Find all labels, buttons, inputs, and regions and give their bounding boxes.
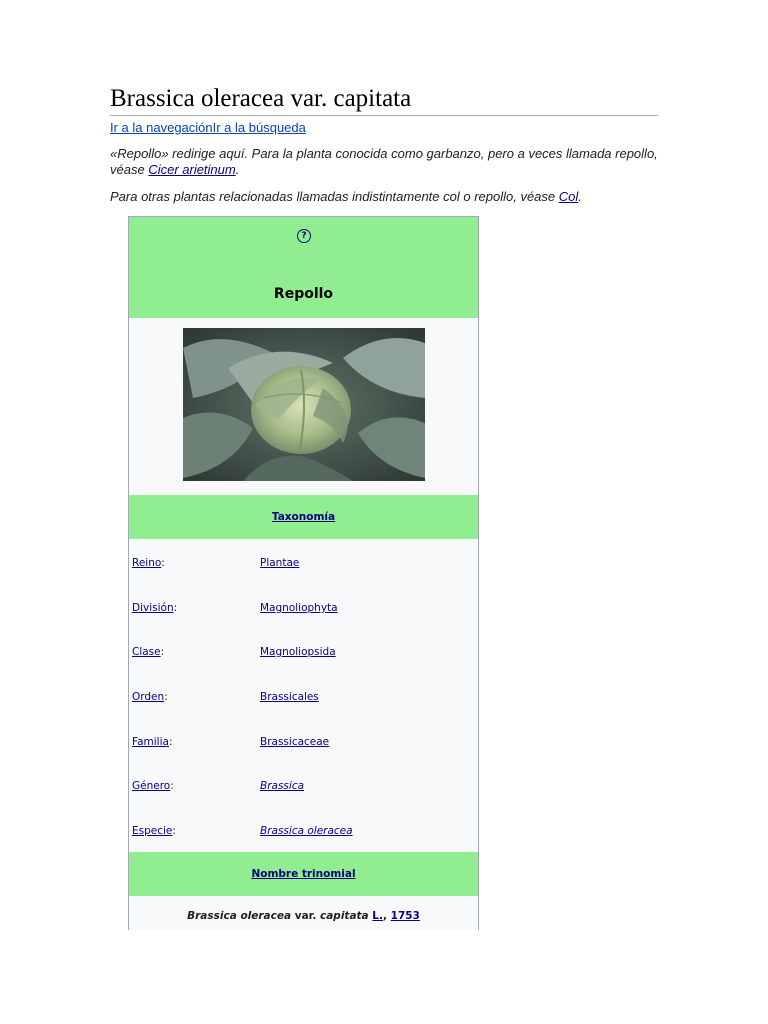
taxon-link[interactable]: Brassica oleracea xyxy=(260,825,353,837)
taxon-value xyxy=(260,687,319,707)
hatnote-text: «Repollo» redirige aquí. Para la planta conocida como garbanzo, pero a veces llamada repollo, véase xyxy=(110,146,658,177)
taxon-value xyxy=(260,642,336,662)
colon: : xyxy=(164,691,168,703)
separator: , xyxy=(382,910,391,922)
rank-link[interactable]: Género xyxy=(132,780,171,792)
rank-link[interactable]: División xyxy=(132,602,174,614)
taxon-link[interactable]: Brassicales xyxy=(260,691,319,703)
taxon-row-especie xyxy=(129,821,478,841)
trinomial-heading xyxy=(129,852,478,896)
rank-link[interactable]: Especie xyxy=(132,825,173,837)
colon: : xyxy=(160,646,165,658)
jump-links xyxy=(110,120,306,135)
taxon-rank xyxy=(132,821,176,841)
taxonomy-link[interactable]: Taxonomía xyxy=(271,511,336,523)
taxon-rank xyxy=(132,687,168,707)
trinomial-name xyxy=(129,910,478,922)
taxon-rank xyxy=(132,598,177,618)
hatnote-col xyxy=(110,189,658,205)
binomial: Brassica oleracea xyxy=(187,910,292,922)
colon: : xyxy=(168,736,173,748)
rank-link[interactable]: Orden xyxy=(132,691,165,703)
taxonomy-heading xyxy=(129,495,478,539)
col-link[interactable]: Col xyxy=(558,189,579,204)
page-title: Brassica oleracea var. capitata xyxy=(110,84,658,116)
taxon-value xyxy=(260,598,338,618)
taxon-link[interactable]: Magnoliophyta xyxy=(260,602,338,614)
taxon-rank xyxy=(132,553,165,573)
taxon-link[interactable]: Brassicaceae xyxy=(260,736,330,748)
author-link[interactable]: L. xyxy=(372,910,383,922)
colon: : xyxy=(170,780,174,792)
rank-link[interactable]: Clase xyxy=(132,646,161,658)
taxon-row-division xyxy=(129,598,478,618)
taxobox xyxy=(128,216,479,930)
var-marker: var. xyxy=(291,910,320,922)
colon: : xyxy=(173,602,178,614)
jump-to-search-link[interactable]: Ir a la búsqueda xyxy=(212,120,306,135)
taxon-value xyxy=(260,732,329,752)
rank-link[interactable]: Reino xyxy=(132,557,162,569)
taxon-row-genero xyxy=(129,776,478,796)
rank-link[interactable]: Familia xyxy=(132,736,169,748)
hatnote-repollo xyxy=(110,146,658,178)
taxon-rank xyxy=(132,642,164,662)
var-epithet: capitata xyxy=(320,910,369,922)
colon: : xyxy=(161,557,165,569)
cabbage-illustration xyxy=(183,328,425,481)
taxon-row-reino xyxy=(129,553,478,573)
taxobox-title: Repollo xyxy=(273,286,334,302)
taxon-link[interactable]: Brassica xyxy=(260,780,305,792)
question-mark-icon[interactable]: ? xyxy=(297,229,311,243)
hatnote-text: Para otras plantas relacionadas llamadas indistintamente col o repollo, véase xyxy=(110,189,559,204)
hatnote-period: . xyxy=(235,162,240,177)
taxon-row-familia xyxy=(129,732,478,752)
taxon-row-clase xyxy=(129,642,478,662)
cabbage-photo[interactable] xyxy=(183,328,425,481)
taxobox-header xyxy=(129,217,478,318)
taxon-rank xyxy=(132,776,174,796)
year-link[interactable]: 1753 xyxy=(390,910,420,922)
taxon-link[interactable]: Magnoliopsida xyxy=(260,646,336,658)
cicer-arietinum-link[interactable]: Cicer arietinum xyxy=(148,162,236,177)
trinomial-link[interactable]: Nombre trinomial xyxy=(251,868,356,880)
taxon-value xyxy=(260,821,353,841)
colon: : xyxy=(172,825,176,837)
jump-to-navigation-link[interactable]: Ir a la navegación xyxy=(110,120,213,135)
taxon-rank xyxy=(132,732,172,752)
taxon-value xyxy=(260,776,304,796)
taxon-link[interactable]: Plantae xyxy=(260,557,300,569)
taxon-value xyxy=(260,553,299,573)
hatnote-period: . xyxy=(578,189,582,204)
taxon-row-orden xyxy=(129,687,478,707)
